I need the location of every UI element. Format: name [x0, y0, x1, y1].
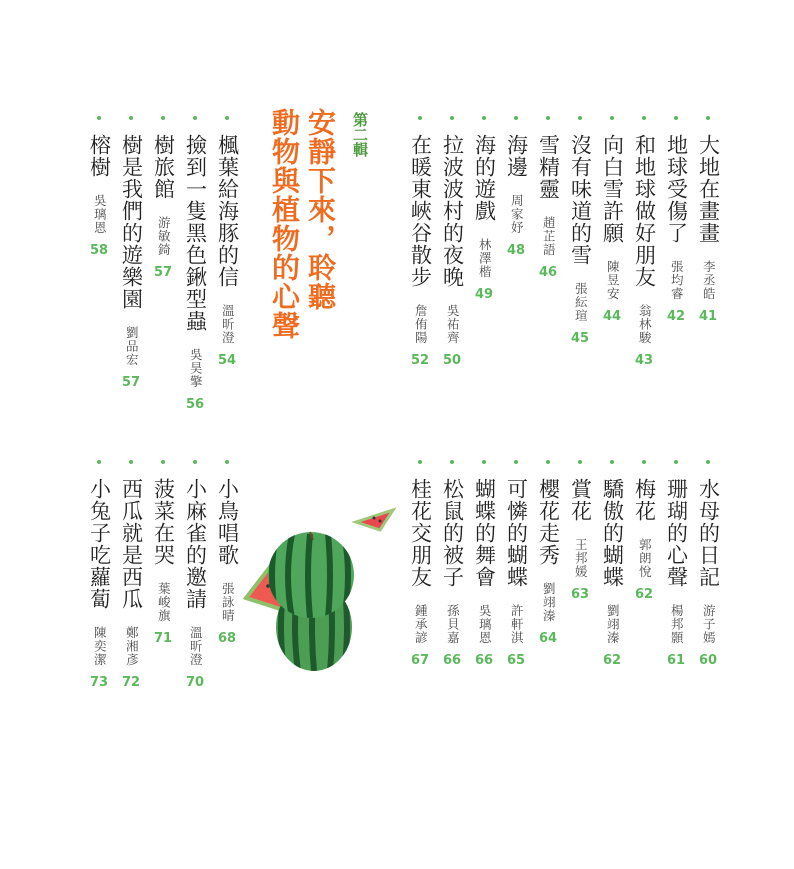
- entry-page-number: 62: [602, 652, 622, 668]
- toc-entry[interactable]: [501, 460, 531, 668]
- entry-author: 游子嫣: [701, 604, 717, 645]
- entry-page-number: 54: [217, 352, 237, 368]
- entry-page-number: 62: [634, 586, 654, 602]
- entry-author: 王邦媛: [573, 538, 589, 579]
- toc-entry[interactable]: [533, 460, 563, 646]
- entry-title: 驕傲的蝴蝶: [600, 478, 625, 588]
- bullet-dot-icon: [225, 460, 229, 464]
- bullet-dot-icon: [610, 116, 614, 120]
- entry-title: 楓葉給海豚的信: [215, 134, 240, 288]
- entry-author: 許軒淇: [509, 604, 525, 645]
- entry-author: 李丞皓: [701, 260, 717, 301]
- entry-title: 榕樹: [87, 134, 112, 178]
- entry-title: 賞花: [568, 478, 593, 522]
- toc-entry[interactable]: [629, 460, 659, 602]
- entry-page-number: 63: [570, 586, 590, 602]
- bullet-dot-icon: [674, 460, 678, 464]
- entry-title: 撿到一隻黑色鍬型蟲: [183, 134, 208, 332]
- watermelon-illustration: [238, 490, 398, 680]
- entry-page-number: 57: [121, 374, 141, 390]
- entry-page-number: 52: [410, 352, 430, 368]
- entry-title: 小兔子吃蘿蔔: [87, 478, 112, 610]
- toc-entry[interactable]: [84, 116, 114, 258]
- entry-page-number: 46: [538, 264, 558, 280]
- entry-author: 吳昊擎: [188, 348, 204, 389]
- toc-entry[interactable]: [116, 460, 146, 690]
- entry-title: 櫻花走秀: [536, 478, 561, 566]
- bullet-dot-icon: [514, 460, 518, 464]
- entry-author: 詹侑陽: [413, 304, 429, 345]
- entry-title: 小麻雀的邀請: [183, 478, 208, 610]
- entry-page-number: 68: [217, 630, 237, 646]
- toc-entry[interactable]: [661, 460, 691, 668]
- entry-title: 向白雪許願: [600, 134, 625, 244]
- toc-entry[interactable]: [661, 116, 691, 324]
- bullet-dot-icon: [642, 116, 646, 120]
- bullet-dot-icon: [418, 116, 422, 120]
- bullet-dot-icon: [161, 116, 165, 120]
- entry-page-number: 49: [474, 286, 494, 302]
- toc-entry[interactable]: [597, 116, 627, 324]
- entry-title: 小鳥唱歌: [215, 478, 240, 566]
- entry-author: 郭朗悅: [637, 538, 653, 579]
- entry-page-number: 43: [634, 352, 654, 368]
- entry-page-number: 73: [89, 674, 109, 690]
- entry-title: 雪精靈: [536, 134, 561, 200]
- entry-title: 蝴蝶的舞會: [472, 478, 497, 588]
- entry-author: 吳祐齊: [445, 304, 461, 345]
- entry-author: 林澤楷: [477, 238, 493, 279]
- bullet-dot-icon: [674, 116, 678, 120]
- toc-entry[interactable]: [212, 116, 242, 368]
- entry-page-number: 64: [538, 630, 558, 646]
- chapter-title-line-1: 安靜下來，聆聽: [304, 108, 337, 311]
- entry-page-number: 72: [121, 674, 141, 690]
- toc-entry[interactable]: [629, 116, 659, 368]
- entry-title: 西瓜就是西瓜: [119, 478, 144, 610]
- entry-title: 桂花交朋友: [408, 478, 433, 588]
- entry-page-number: 70: [185, 674, 205, 690]
- bullet-dot-icon: [514, 116, 518, 120]
- toc-entry[interactable]: [693, 460, 723, 668]
- toc-entry[interactable]: [116, 116, 146, 390]
- entry-title: 可憐的蝴蝶: [504, 478, 529, 588]
- toc-entry[interactable]: [597, 460, 627, 668]
- bullet-dot-icon: [482, 116, 486, 120]
- toc-entry[interactable]: [180, 116, 210, 412]
- entry-author: 楊邦顥: [669, 604, 685, 645]
- entry-page-number: 48: [506, 242, 526, 258]
- entry-page-number: 71: [153, 630, 173, 646]
- bullet-dot-icon: [193, 460, 197, 464]
- entry-page-number: 65: [506, 652, 526, 668]
- entry-title: 梅花: [632, 478, 657, 522]
- entry-page-number: 60: [698, 652, 718, 668]
- entry-author: 溫昕澄: [188, 626, 204, 667]
- toc-entry[interactable]: [533, 116, 563, 280]
- bullet-dot-icon: [642, 460, 646, 464]
- entry-title: 大地在畫畫: [696, 134, 721, 244]
- entry-author: 溫昕澄: [220, 304, 236, 345]
- entry-author: 吳璃恩: [477, 604, 493, 645]
- toc-entry[interactable]: [148, 460, 178, 646]
- entry-page-number: 50: [442, 352, 462, 368]
- entry-page-number: 45: [570, 330, 590, 346]
- bullet-dot-icon: [578, 116, 582, 120]
- entry-author: 陳奕潔: [92, 626, 108, 667]
- toc-entry[interactable]: [180, 460, 210, 690]
- bullet-dot-icon: [129, 116, 133, 120]
- entry-author: 鄭湘彥: [124, 626, 140, 667]
- entry-page-number: 42: [666, 308, 686, 324]
- toc-entry[interactable]: [565, 116, 595, 346]
- entry-page-number: 56: [185, 396, 205, 412]
- bullet-dot-icon: [450, 116, 454, 120]
- bullet-dot-icon: [97, 460, 101, 464]
- entry-page-number: 41: [698, 308, 718, 324]
- entry-page-number: 61: [666, 652, 686, 668]
- toc-entry[interactable]: [405, 460, 435, 668]
- entry-author: 吳璃恩: [92, 194, 108, 235]
- entry-title: 海的遊戲: [472, 134, 497, 222]
- bullet-dot-icon: [546, 116, 550, 120]
- entry-author: 張均睿: [669, 260, 685, 301]
- entry-author: 游敏錡: [156, 216, 172, 257]
- entry-author: 周家妤: [509, 194, 525, 235]
- toc-entry[interactable]: [148, 116, 178, 280]
- entry-title: 在暖東峽谷散步: [408, 134, 433, 288]
- entry-page-number: 57: [153, 264, 173, 280]
- bullet-dot-icon: [610, 460, 614, 464]
- entry-author: 趙芷語: [541, 216, 557, 257]
- entry-title: 拉波波村的夜晚: [440, 134, 465, 288]
- entry-title: 樹旅館: [151, 134, 176, 200]
- entry-title: 水母的日記: [696, 478, 721, 588]
- bullet-dot-icon: [450, 460, 454, 464]
- toc-entry[interactable]: [84, 460, 114, 690]
- entry-author: 孫貝嘉: [445, 604, 461, 645]
- entry-author: 劉翊溱: [605, 604, 621, 645]
- bullet-dot-icon: [193, 116, 197, 120]
- bullet-dot-icon: [418, 460, 422, 464]
- entry-title: 樹是我們的遊樂園: [119, 134, 144, 310]
- entry-author: 劉翊溱: [541, 582, 557, 623]
- entry-title: 海邊: [504, 134, 529, 178]
- entry-author: 張紜瑄: [573, 282, 589, 323]
- entry-page-number: 58: [89, 242, 109, 258]
- toc-entry[interactable]: [469, 460, 499, 668]
- entry-title: 珊瑚的心聲: [664, 478, 689, 588]
- toc-entry[interactable]: [501, 116, 531, 258]
- toc-entry[interactable]: [405, 116, 435, 368]
- bullet-dot-icon: [225, 116, 229, 120]
- toc-entry[interactable]: [565, 460, 595, 602]
- toc-entry[interactable]: [437, 116, 467, 368]
- bullet-dot-icon: [706, 460, 710, 464]
- bullet-dot-icon: [578, 460, 582, 464]
- chapter-label: 第二輯: [351, 112, 369, 157]
- watermelon-top: [268, 532, 354, 618]
- toc-entry[interactable]: [693, 116, 723, 324]
- entry-page-number: 44: [602, 308, 622, 324]
- entry-title: 松鼠的被子: [440, 478, 465, 588]
- toc-entry[interactable]: [437, 460, 467, 668]
- watermelon-slice-small: [356, 510, 393, 530]
- entry-title: 地球受傷了: [664, 134, 689, 244]
- bullet-dot-icon: [161, 460, 165, 464]
- chapter-title-line-2: 動物與植物的心聲: [268, 108, 301, 340]
- bullet-dot-icon: [97, 116, 101, 120]
- bullet-dot-icon: [482, 460, 486, 464]
- entry-author: 張詠晴: [220, 582, 236, 623]
- entry-page-number: 66: [474, 652, 494, 668]
- entry-page-number: 66: [442, 652, 462, 668]
- entry-author: 陳昱安: [605, 260, 621, 301]
- toc-entry[interactable]: [469, 116, 499, 302]
- bullet-dot-icon: [706, 116, 710, 120]
- entry-author: 劉品宏: [124, 326, 140, 367]
- entry-title: 菠菜在哭: [151, 478, 176, 566]
- entry-page-number: 67: [410, 652, 430, 668]
- entry-title: 和地球做好朋友: [632, 134, 657, 288]
- bullet-dot-icon: [546, 460, 550, 464]
- entry-title: 沒有味道的雪: [568, 134, 593, 266]
- entry-author: 翁林駿: [637, 304, 653, 345]
- bullet-dot-icon: [129, 460, 133, 464]
- entry-author: 葉峻旗: [156, 582, 172, 623]
- entry-author: 鍾承諺: [413, 604, 429, 645]
